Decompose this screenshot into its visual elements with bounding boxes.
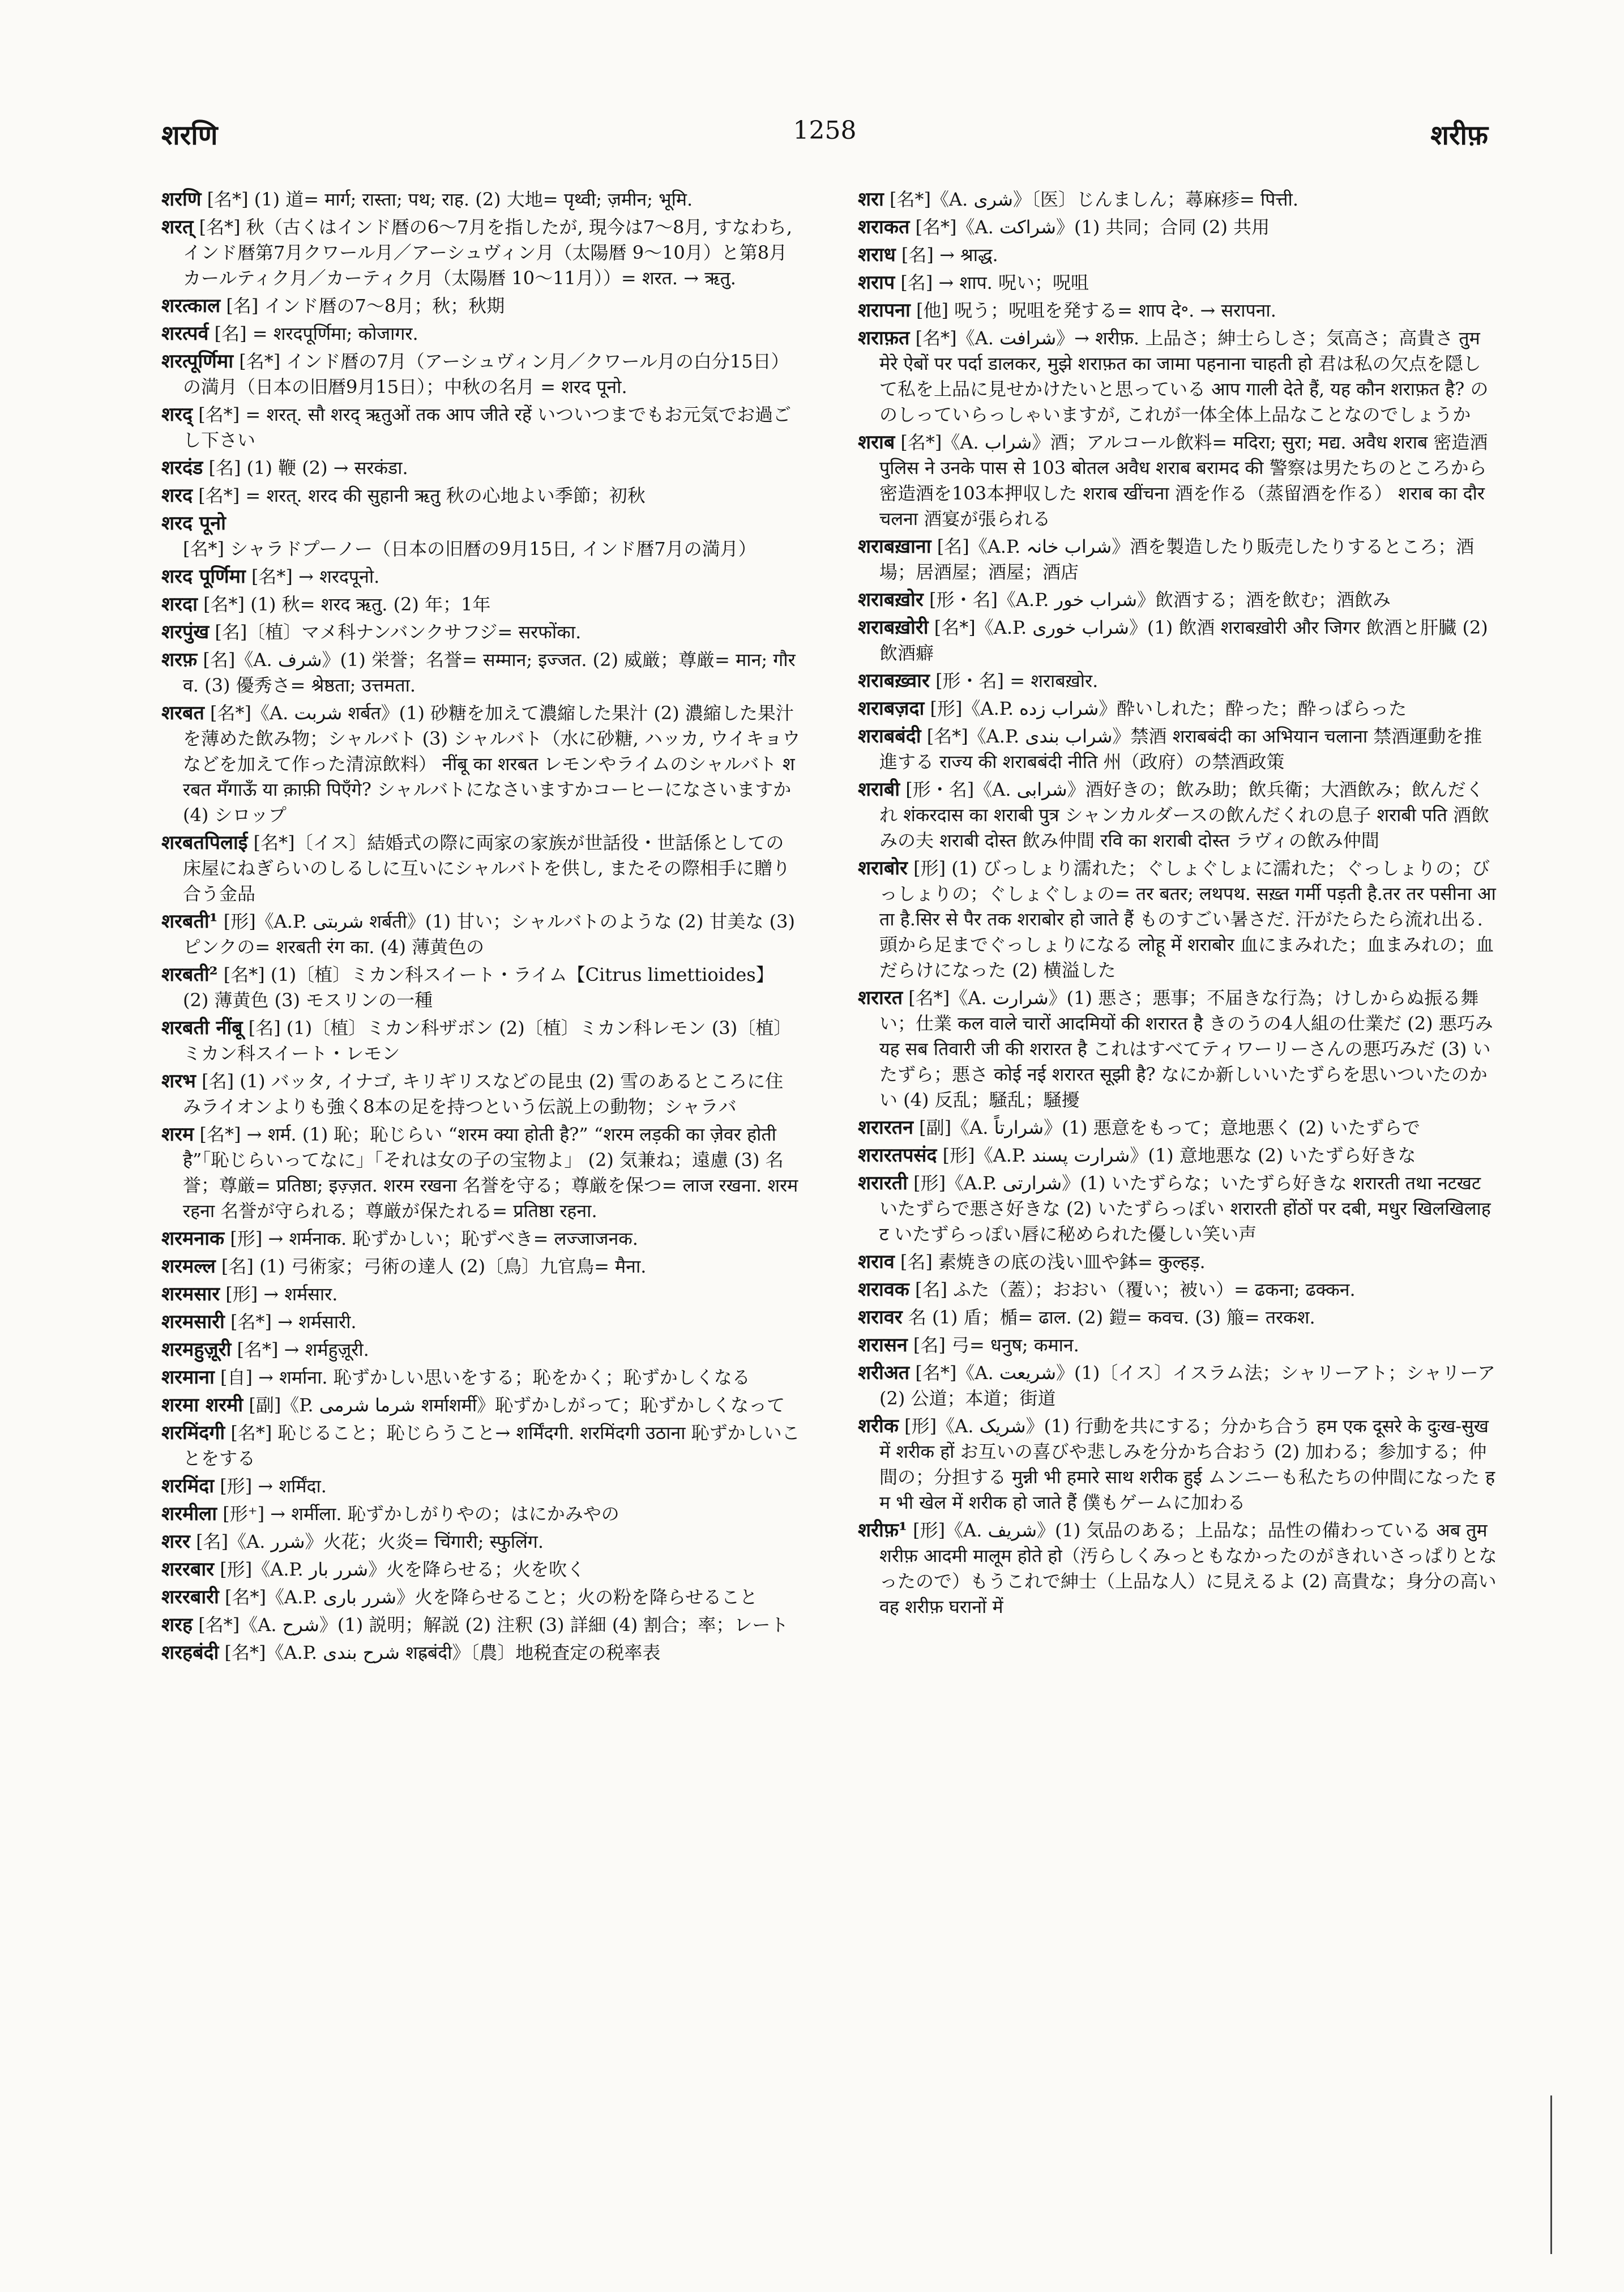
page-header xyxy=(161,116,1488,156)
entry-headword: शरारतपसंद xyxy=(858,1144,937,1167)
dictionary-entry xyxy=(161,483,801,509)
dictionary-entry xyxy=(161,1393,801,1418)
entry-headword: शरद पूनो xyxy=(161,512,226,535)
entry-definition: [名*]《A.P. شرح بندی शह्रबंदी》〔農〕地税査定の税率表 xyxy=(219,1642,661,1663)
entry-headword: शराफ़त xyxy=(858,327,910,349)
entry-definition: [名*] → शरदपूनो. xyxy=(245,566,380,587)
header-left-headword: शरणि xyxy=(161,119,218,151)
dictionary-entry xyxy=(161,620,801,645)
dictionary-entry xyxy=(858,1277,1498,1303)
entry-headword: शरारती xyxy=(858,1172,908,1194)
dictionary-entry xyxy=(161,1529,801,1555)
entry-headword: शराप xyxy=(858,271,895,294)
dictionary-entry xyxy=(161,1612,801,1638)
entry-definition: [自] → शर्माना. 恥ずかしい思いをする；恥をかく；恥ずかしくなる xyxy=(214,1367,750,1388)
entry-headword: शरबत xyxy=(161,702,204,724)
entry-definition: [名] → श्राद्ध. xyxy=(895,244,998,266)
entry-definition: [名] 弓= धनुष; कमान. xyxy=(907,1334,1079,1356)
entry-headword: शरीफ़¹ xyxy=(858,1519,907,1542)
entry-definition: [名]《A. شرف》(1) 栄誉；名誉= सम्मान; इज्जत. (2) 威厳；尊厳= मान; गौरव. (3) 優秀さ= श्रेष्ठता; उत्तमता. xyxy=(183,649,796,696)
dictionary-entry xyxy=(161,1585,801,1610)
dictionary-entry xyxy=(161,321,801,347)
entry-headword: शरपुंख xyxy=(161,621,210,643)
entry-definition: [名*] 秋（古くはインド暦の6〜7月を指したが, 現今は7〜8月, すなわち, インド暦第7月クワール月／アーシュヴィン月（太陽暦 9〜10月）と第8月カールティク月／カーティク月（太陽暦 10〜11月））= शरत. → ऋतु. xyxy=(183,216,793,289)
entry-headword: शरमनाक xyxy=(161,1227,225,1250)
entry-headword: शरारत xyxy=(858,987,903,1009)
dictionary-entry xyxy=(161,402,801,453)
entry-definition: [名] インド暦の7〜8月；秋；秋期 xyxy=(220,295,505,317)
entry-definition: [名] = शरदपूर्णिमा; कोजागर. xyxy=(208,323,418,344)
entry-definition: [名]《A. شرر》火花；火炎= चिंगारी; स्फुलिंग. xyxy=(190,1531,544,1552)
entry-definition: [副]《P. شرما شرمی शर्माशर्मी》恥ずかしがって；恥ずかしくなって xyxy=(243,1394,785,1416)
dictionary-entry xyxy=(161,1474,801,1499)
dictionary-entry xyxy=(161,511,801,562)
entry-headword: शरावक xyxy=(858,1278,909,1301)
entry-headword: शरमा शरमी xyxy=(161,1394,243,1416)
entry-headword: शरबतपिलाई xyxy=(161,831,248,854)
entry-headword: शराबज़दा xyxy=(858,697,925,720)
dictionary-entry xyxy=(858,1414,1498,1516)
entry-headword: शरापना xyxy=(858,299,911,322)
entry-definition: [名*]《A. شریعت》(1)〔イス〕イスラム法；シャリーアト；シャリーア (2) 公道；本道；街道 xyxy=(879,1362,1495,1409)
entry-headword: शराबोर xyxy=(858,857,908,880)
dictionary-entry xyxy=(858,242,1498,268)
entry-headword: शरमिंदा xyxy=(161,1475,215,1497)
entry-definition: [形]《A.P. شرر بار》火を降らせる；火を吹く xyxy=(214,1559,586,1580)
entry-headword: शरारतन xyxy=(858,1116,913,1139)
entry-definition: 名 (1) 盾；楯= ढाल. (2) 鎧= कवच. (3) 箙= तरकश. xyxy=(902,1307,1315,1328)
dictionary-entry xyxy=(161,455,801,481)
dictionary-entry xyxy=(161,1015,801,1066)
entry-definition: [名*] (1)〔植〕ミカン科スイート・ライム【Citrus limettioides】 (2) 薄黄色 (3) モスリンの一種 xyxy=(183,964,774,1011)
dictionary-entry xyxy=(161,1226,801,1252)
entry-definition: [名*]《A. شرارت》(1) 悪さ；悪事；不届きな行為；けしからぬ振る舞い；仕業 कल वाले चारों आदमियों की शरारत है きのうの4人組の仕業だ (2) 悪巧み यह सब तिवारी जी की शरारत है これはすべてティワーリーさんの悪巧みだ (3) いたずら；悪さ कोई नई शरारत सूझी है? なにか新しいいたずらを思いついたのかい (4) 反乱；騒乱；騒擾 xyxy=(879,987,1493,1111)
entry-headword: शरत्पर्व xyxy=(161,322,209,345)
entry-definition: [名*] (1) 秋= शरद ऋतु. (2) 年；1年 xyxy=(197,594,491,615)
dictionary-entry xyxy=(858,724,1498,775)
dictionary-entry xyxy=(858,430,1498,532)
entry-headword: शराब xyxy=(858,431,895,454)
entry-headword: शराबबंदी xyxy=(858,725,921,748)
entry-definition: [名*]《A.P. شرر باری》火を降らせること；火の粉を降らせること xyxy=(219,1586,758,1608)
entry-definition: [形] → शर्मिंदा. xyxy=(214,1475,327,1497)
entry-definition: [形・名] = शराबख़ोर. xyxy=(929,670,1099,692)
entry-headword: शरर xyxy=(161,1530,190,1553)
entry-headword: शराव xyxy=(858,1250,895,1273)
entry-definition: [名*] インド暦の7月（アーシュヴィン月／クワール月の白分15日）の満月（日本の旧暦9月15日）；中秋の名月 = शरद पूनो. xyxy=(183,351,789,398)
entry-headword: शरा xyxy=(858,188,884,211)
entry-definition: [名]《A.P. شراب خانہ》酒を製造したり販売したりするところ；酒場；居酒屋；酒屋；酒店 xyxy=(879,536,1475,583)
entry-definition: [他] 呪う；呪咀を発する= शाप दे॰. → सरापना. xyxy=(910,300,1276,321)
entry-headword: शरद xyxy=(161,484,193,507)
entry-definition: [名*] = शरत्. शरद की सुहानी ऋतु 秋の心地よい季節；初秋 xyxy=(193,485,646,506)
dictionary-entry xyxy=(858,298,1498,323)
left-column xyxy=(161,187,801,2269)
entry-headword: शरभ xyxy=(161,1070,196,1092)
dictionary-entry xyxy=(858,1171,1498,1247)
entry-definition: [名*]《A. شرافت》→ शरीफ़. 上品さ；紳士らしさ；気高さ；高貴さ तुम मेरे ऐबों पर पर्दा डालकर, मुझे शराफ़त का जामा पहनाना चाहती हो 君は私の欠点を隠して私を上品に見せかけたいと思っている आप गाली देते हैं, यह कौन शराफ़त है? ののしっていらっしゃいますが, これが一体全体上品なことなのでしょうか xyxy=(879,327,1489,425)
entry-headword: शरत्काल xyxy=(161,294,221,317)
entry-definition: [形]《A.P. شرارتی》(1) いたずらな；いたずら好きな शरारती तथा नटखट いたずらで悪さ好きな (2) いたずらっぽい शरारती होंठों पर दबी, मधुर खिलखिलाहट いたずらっぽい唇に秘められた優しい笑い声 xyxy=(879,1172,1491,1245)
entry-definition: [名*]《A. شربت शर्बत》(1) 砂糖を加えて濃縮した果汁 (2) 濃縮した果汁を薄めた飲み物；シャルバト (3) シャルバト（水に砂糖, ハッカ, ウイキョウなどを加えて作った清涼飲料） नींबू का शरबत レモンやライムのシャルバト शरबत मँगाऊँ या क़ाफ़ी पिएँगे? シャルバトになさいますかコーヒーになさいますか (4) シロップ xyxy=(183,702,801,826)
margin-rule xyxy=(1550,2095,1552,2254)
entry-headword: शरद पूर्णिमा xyxy=(161,565,246,588)
entry-headword: शराध xyxy=(858,244,896,266)
entry-headword: शरमाना xyxy=(161,1366,215,1389)
dictionary-entry xyxy=(161,293,801,319)
right-column xyxy=(858,187,1498,2269)
dictionary-entry xyxy=(161,647,801,698)
entry-definition: [形] (1) びっしょり濡れた；ぐしょぐしょに濡れた；ぐっしょりの；びっしょりの；ぐしょぐしょの= तर बतर; लथपथ. सख़्त गर्मी पड़ती है.तर तर पसीना आता है.सिर से पैर तक शराबोर हो जाते हैं ものすごい暑さだ. 汗がたらたら流れ出る. 頭から足までぐっしょりになる लोहू में शराबोर 血にまみれた；血まみれの；血だらけになった (2) 横溢した xyxy=(879,857,1496,981)
dictionary-entry xyxy=(858,534,1498,585)
entry-headword: शराबख़ोर xyxy=(858,588,924,611)
dictionary-entry xyxy=(858,587,1498,613)
dictionary-entry xyxy=(161,701,801,828)
entry-headword: शरह xyxy=(161,1614,193,1636)
dictionary-entry xyxy=(858,856,1498,983)
dictionary-entry xyxy=(858,985,1498,1113)
dictionary-entry xyxy=(161,1254,801,1279)
entry-definition: [形]《A.P. شراب زده》酔いしれた；酔った；酔っぱらった xyxy=(924,698,1407,719)
entry-definition: [名*] (1) 道= मार्ग; रास्ता; पथ; राह. (2) 大地= पृथ्वी; ज़मीन; भूमि. xyxy=(201,189,693,210)
entry-definition: [名] (1) バッタ, イナゴ, キリギリスなどの昆虫 (2) 雪のあるところに住みライオンよりも強く8本の足を持つという伝説上の動物；シャラバ xyxy=(183,1070,784,1117)
entry-definition: [形] → शर्मसार. xyxy=(220,1283,338,1305)
header-right-headword: शरीफ़ xyxy=(1430,119,1488,151)
entry-definition: [名*] = शरत्. सौ शरद् ऋतुओं तक आप जीते रहें いついつまでもお元気でお過ごし下さい xyxy=(183,404,792,451)
entry-headword: शरीअत xyxy=(858,1361,910,1384)
entry-headword: शरम xyxy=(161,1123,194,1146)
entry-headword: शराबी xyxy=(858,778,900,801)
dictionary-entry xyxy=(858,1249,1498,1275)
entry-definition: [名] (1) 鞭 (2) → सरकंडा. xyxy=(203,457,408,479)
entry-headword: शरमहुज़ूरी xyxy=(161,1338,232,1361)
entry-definition: [形]《A. شریف》(1) 気品のある；上品な；品性の備わっている अब तुम शरीफ़ आदमी मालूम होते हो（汚らしくみっともなかったのがきれいさっぱりとなったので）もうこれで紳士（上品な人）に見えるよ (2) 高貴な；身分の高い वह शरीफ़ घरानों में xyxy=(879,1520,1497,1617)
entry-headword: शरमीला xyxy=(161,1503,217,1525)
dictionary-entry xyxy=(161,1282,801,1307)
dictionary-entry xyxy=(858,187,1498,212)
entry-definition: [形⁺] → शर्मीला. 恥ずかしがりやの；はにかみやの xyxy=(217,1503,619,1525)
entry-definition: [名] (1)〔植〕ミカン科ザボン (2)〔植〕ミカン科レモン (3)〔植〕ミカン科スイート・レモン xyxy=(183,1017,792,1064)
dictionary-entry xyxy=(858,615,1498,666)
entry-headword: शरबती नींबू xyxy=(161,1017,243,1039)
entry-definition: [名] ふた（蓋）；おおい（覆い；被い）= ढकना; ढक्कन. xyxy=(909,1279,1356,1300)
entry-headword: शरमल्ल xyxy=(161,1255,216,1278)
dictionary-entry xyxy=(858,777,1498,853)
entry-headword: शरमिंदगी xyxy=(161,1422,225,1444)
entry-definition: [名*] シャラドプーノー（日本の旧暦の9月15日, インド暦7月の満月） xyxy=(183,538,757,560)
entry-headword: शराकत xyxy=(858,216,910,238)
dictionary-entry xyxy=(161,187,801,212)
entry-definition: [形・名]《A.P. شراب خور》飲酒する；酒を飲む；酒飲み xyxy=(923,589,1391,611)
entry-headword: शररबारी xyxy=(161,1586,219,1608)
entry-definition: [名*]《A.P. شراب بندی》禁酒 शराबबंदी का अभियान चलाना 禁酒運動を推進する राज्य की शराबबंदी नीति 州（政府）の禁酒政策 xyxy=(879,725,1482,772)
entry-definition: [名*]《A.P. شراب خوری》(1) 飲酒 शराबख़ोरी और जिगर 飲酒と肝臓 (2) 飲酒癖 xyxy=(879,617,1488,664)
dictionary-entry xyxy=(161,1640,801,1666)
dictionary-entry xyxy=(161,962,801,1013)
entry-definition: [名*] → शर्मसारी. xyxy=(224,1311,357,1333)
entry-definition: [名*]《A. شراب》酒；アルコール飲料= मदिरा; सुरा; मद्य. अवैध शराब 密造酒 पुलिस ने उनके पास से 103 बोतल अवैध शराब बरामद की 警察は男たちのところから密造酒を103本押収した शराब खींचना 酒を作る（蒸留酒を作る） शराब का दौर चलना 酒宴が張られる xyxy=(879,432,1488,530)
dictionary-entry xyxy=(858,668,1498,694)
entry-definition: [形] → शर्मनाक. 恥ずかしい；恥ずべき= लज्जाजनक. xyxy=(224,1228,638,1249)
entry-definition: [名*] → शर्महुज़ूरी. xyxy=(231,1339,369,1360)
entry-definition: [名*] → शर्म. (1) 恥；恥じらい “शरम क्या होती है?” “शरम लड़की का ज़ेवर होती है”「恥じらいってなに」「それは女の子の宝物よ」 (2) 気兼ね；遠慮 (3) 名誉；尊厳= प्रतिष्ठा; इज़्ज़त. शरम रखना 名誉を守る；尊厳を保つ= लाज रखना. शरम रहना 名誉が守られる；尊厳が保たれる= प्रतिष्ठा रहना. xyxy=(183,1124,798,1222)
dictionary-entry xyxy=(858,1518,1498,1620)
entry-headword: शरहबंदी xyxy=(161,1641,219,1664)
entry-headword: शरदा xyxy=(161,593,198,616)
entry-headword: शरीक xyxy=(858,1415,899,1437)
dictionary-entry xyxy=(161,1122,801,1224)
entry-definition: [名] 素焼きの底の浅い皿や鉢= कुल्हड़. xyxy=(894,1251,1206,1273)
dictionary-entry xyxy=(858,326,1498,428)
entry-definition: [名]〔植〕マメ科ナンバンクサフジ= सरफोंका. xyxy=(209,621,582,643)
entry-definition: [名*] 恥じること；恥じらうこと→ शर्मिंदगी. शरमिंदगी उठाना 恥ずかしいことをする xyxy=(183,1422,800,1469)
dictionary-entry xyxy=(161,592,801,617)
dictionary-entry xyxy=(161,1420,801,1471)
dictionary-entry xyxy=(858,1333,1498,1358)
entry-definition: [名*]《A. شراکت》(1) 共同；合同 (2) 共用 xyxy=(909,216,1270,238)
dictionary-entry xyxy=(858,696,1498,722)
entry-headword: शरासन xyxy=(858,1334,908,1356)
dictionary-entry xyxy=(161,909,801,960)
entry-headword: शराबख़ाना xyxy=(858,535,931,558)
dictionary-entry xyxy=(858,215,1498,240)
entry-definition: [名*]《A. شرح》(1) 説明；解説 (2) 注釈 (3) 詳細 (4) 割合；率；レート xyxy=(193,1614,789,1636)
dictionary-entry xyxy=(161,349,801,400)
entry-headword: शरबती² xyxy=(161,963,218,986)
dictionary-entry xyxy=(858,1305,1498,1330)
dictionary-entry xyxy=(161,1309,801,1335)
dictionary-entry xyxy=(161,1557,801,1582)
entry-headword: शरफ़ xyxy=(161,648,198,671)
dictionary-entry xyxy=(161,215,801,291)
entry-headword: शरबती¹ xyxy=(161,910,218,933)
dictionary-entry xyxy=(161,1337,801,1363)
entry-definition: [名*]〔イス〕結婚式の際に両家の家族が世話役・世話係としての床屋にねぎらいのしるしに互いにシャルバトを供し, またその際相手に贈り合う金品 xyxy=(183,832,790,904)
dictionary-entry xyxy=(858,1115,1498,1141)
dictionary-entry xyxy=(161,830,801,907)
dictionary-entry xyxy=(858,1143,1498,1168)
entry-headword: शरत् xyxy=(161,216,194,238)
entry-headword: शरदंड xyxy=(161,456,203,479)
entry-definition: [形]《A.P. شربتی शर्बती》(1) 甘い；シャルバトのような (2) 甘美な (3) ピンクの= शरबती रंग का. (4) 薄黄色の xyxy=(183,911,795,958)
entry-headword: शरत्पूर्णिमा xyxy=(161,350,234,373)
entry-definition: [形]《A.P. شرارت پسند》(1) 意地悪な (2) いたずら好きな xyxy=(937,1145,1416,1166)
entry-definition: [副]《A. شرارتاً》(1) 悪意をもって；意地悪く (2) いたずらで xyxy=(913,1117,1420,1138)
entry-definition: [名] (1) 弓術家；弓術の達人 (2)〔鳥〕九官鳥= मैना. xyxy=(215,1256,647,1277)
entry-definition: [形]《A. شریک》(1) 行動を共にする；分かち合う हम एक दूसरे के दुःख-सुख में शरीक हों お互いの喜びや悲しみを分かち合おう (2) 加わる；参加する；仲間の；分担する मुन्नी भी हमारे साथ शरीक हुई ムンニーも私たちの仲間になった हम भी खेल में शरीक हो जाते हैं 僕もゲームに加わる xyxy=(879,1415,1495,1513)
dictionary-entry xyxy=(161,1365,801,1390)
entry-headword: शरावर xyxy=(858,1306,903,1329)
entry-definition: [名] → शाप. 呪い；呪咀 xyxy=(895,272,1089,293)
dictionary-entry xyxy=(161,1501,801,1527)
entry-headword: शरणि xyxy=(161,188,202,211)
page-number: 1258 xyxy=(793,116,857,145)
entry-definition: [名*]《A. شری》〔医〕じんましん；蕁麻疹= पित्ती. xyxy=(883,189,1298,210)
dictionary-body xyxy=(161,187,1497,2269)
entry-headword: शरमसारी xyxy=(161,1311,225,1333)
dictionary-entry xyxy=(858,270,1498,296)
dictionary-entry xyxy=(161,564,801,590)
dictionary-entry xyxy=(161,1069,801,1120)
entry-headword: शराबख़ोरी xyxy=(858,616,929,639)
entry-headword: शररबार xyxy=(161,1558,215,1581)
entry-definition: [形・名]《A. شرابی》酒好きの；飲み助；飲兵衛；大酒飲み；飲んだくれ शंकरदास का शराबी पुत्र シャンカルダースの飲んだくれの息子 शराबी पति 酒飲みの夫 शराबी दोस्त 飲み仲間 रवि का शराबी दोस्त ラヴィの飲み仲間 xyxy=(879,779,1489,851)
entry-headword: शरद् xyxy=(161,403,193,426)
dictionary-entry xyxy=(858,1360,1498,1411)
entry-headword: शराबख़्वार xyxy=(858,669,930,692)
entry-headword: शरमसार xyxy=(161,1283,220,1305)
